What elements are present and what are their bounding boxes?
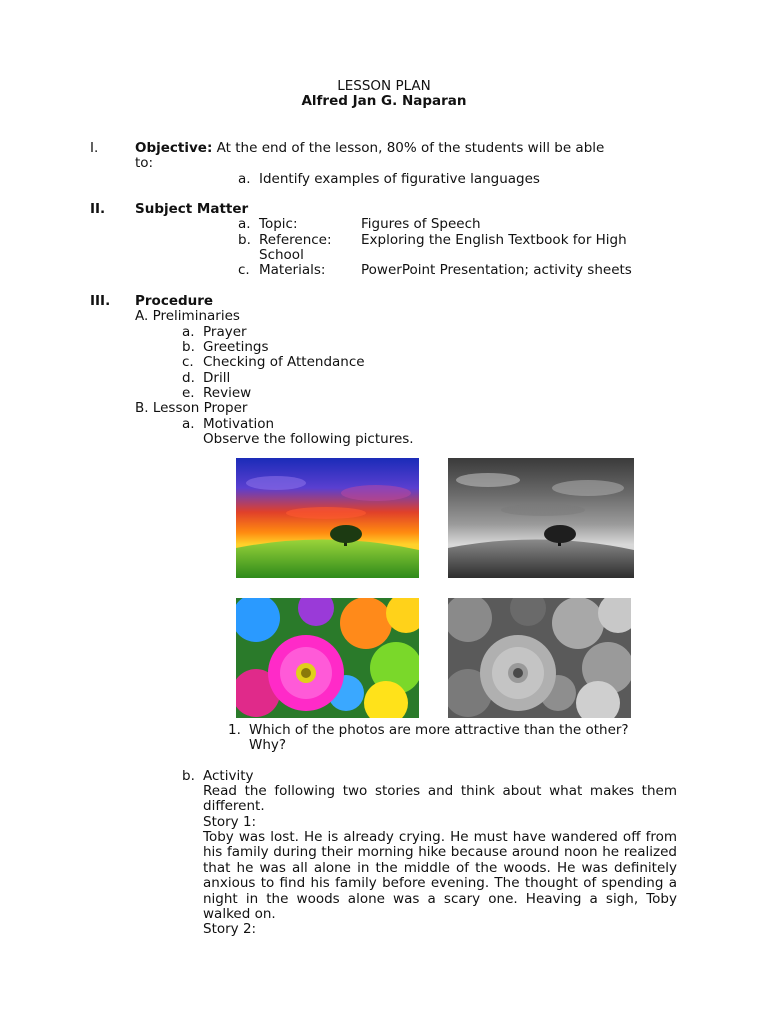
prelim-item-review: Review [203, 385, 252, 401]
prelim-item-attendance: Checking of Attendance [203, 354, 365, 370]
motivation-label: Motivation [203, 416, 275, 432]
prelim-item-prayer: Prayer [203, 324, 247, 340]
story2-label: Story 2: [203, 921, 257, 937]
section-numeral-i: I. [90, 140, 99, 156]
objective-item-marker: a. [238, 171, 251, 187]
prelim-item-drill: Drill [203, 370, 231, 386]
prelim-marker-c: c. [182, 354, 194, 370]
prelim-marker-b: b. [182, 339, 195, 355]
objective-text-cont: to: [135, 155, 154, 171]
lesson-plan-title: LESSON PLAN [337, 78, 431, 94]
sunset-tree-grayscale-photo [448, 458, 634, 578]
story1-text: Toby was lost. He is already crying. He must have wandered off from his family during their morning hike because around noon he realized that he was all alone in the middle of the woods. He was definitely anxious to find his family before evening. The thought of spending a night in the woods alone was a scary one. Heaving a sigh, Toby walked on. [203, 829, 677, 923]
reference-label: Reference: [259, 232, 332, 248]
story1-label: Story 1: [203, 814, 257, 830]
flowers-grayscale-photo [448, 598, 631, 718]
activity-instruction: Read the following two stories and think about what makes them different. [203, 783, 677, 815]
prelim-marker-a: a. [182, 324, 195, 340]
question-text-cont: Why? [249, 737, 287, 753]
objective-heading: Objective: [135, 140, 213, 156]
materials-value: PowerPoint Presentation; activity sheets [361, 262, 632, 278]
activity-marker: b. [182, 768, 195, 784]
reference-marker: b. [238, 232, 251, 248]
materials-label: Materials: [259, 262, 326, 278]
lesson-proper-label: B. Lesson Proper [135, 400, 248, 416]
prelim-item-greetings: Greetings [203, 339, 269, 355]
objective-item-text: Identify examples of figurative languages [259, 171, 540, 187]
topic-label: Topic: [259, 216, 298, 232]
activity-label: Activity [203, 768, 254, 784]
topic-marker: a. [238, 216, 251, 232]
section-numeral-iii: III. [90, 293, 111, 309]
sunset-tree-color-photo [236, 458, 419, 578]
motivation-instruction: Observe the following pictures. [203, 431, 414, 447]
prelim-marker-d: d. [182, 370, 195, 386]
flowers-color-photo [236, 598, 419, 718]
objective-line [135, 141, 604, 156]
question-text: Which of the photos are more attractive than the other? [249, 722, 629, 738]
question-marker: 1. [228, 722, 241, 738]
reference-value: Exploring the English Textbook for High [361, 232, 627, 248]
motivation-marker: a. [182, 416, 195, 432]
subject-matter-heading: Subject Matter [135, 201, 249, 217]
objective-text: At the end of the lesson, 80% of the students will be able [212, 140, 605, 156]
prelim-marker-e: e. [182, 385, 195, 401]
materials-marker: c. [238, 262, 250, 278]
topic-value: Figures of Speech [361, 216, 481, 232]
preliminaries-label: A. Preliminaries [135, 308, 240, 324]
reference-value-cont: School [259, 247, 304, 263]
author-name: Alfred Jan G. Naparan [301, 93, 467, 109]
procedure-heading: Procedure [135, 293, 214, 309]
section-numeral-ii: II. [90, 201, 106, 217]
